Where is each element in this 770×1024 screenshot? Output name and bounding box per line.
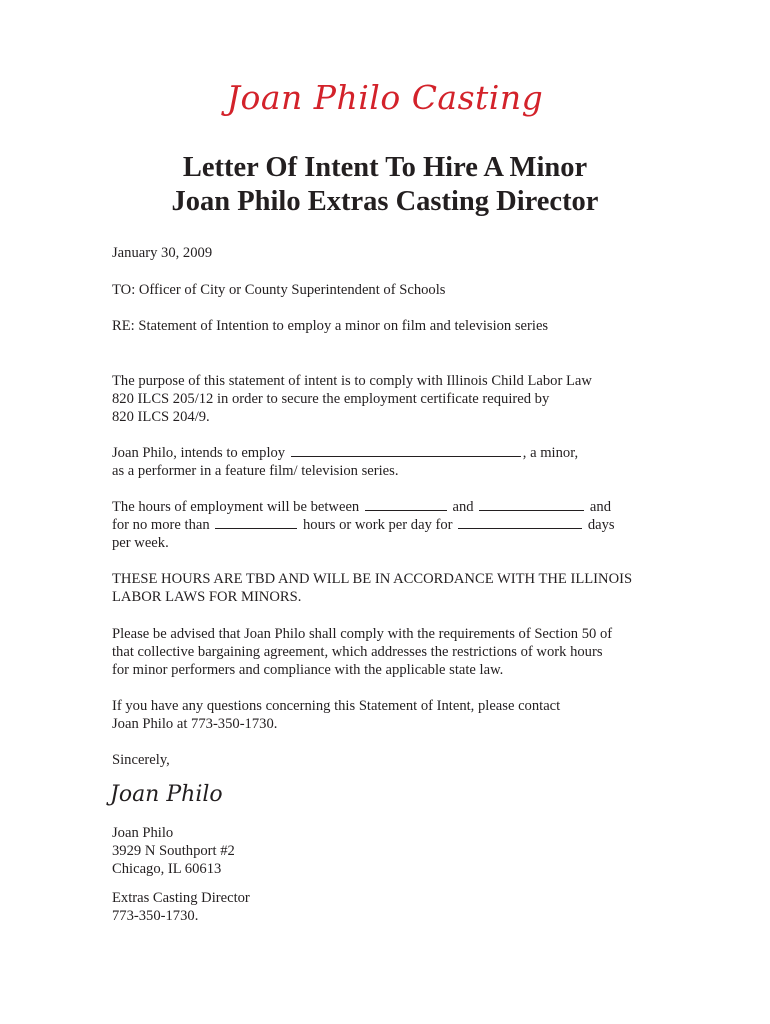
document-subtitle: Joan Philo Extras Casting Director — [171, 186, 599, 217]
start-hour-blank[interactable] — [365, 498, 447, 511]
employ-line — [112, 444, 578, 462]
purpose-line-2: 820 ILCS 205/12 in order to secure the employment certificate required by — [112, 391, 550, 407]
subject-line: RE: Statement of Intention to employ a minor on film and television series — [112, 318, 549, 334]
employ-text-pre: Joan Philo, intends to employ — [112, 445, 286, 461]
tbd-line-2: LABOR LAWS FOR MINORS. — [112, 589, 302, 605]
closing: Sincerely, — [112, 752, 170, 768]
advised-line-1: Please be advised that Joan Philo shall comply with the requirements of Section 50 of — [112, 626, 613, 642]
recipient-line: TO: Officer of City or County Superintendent of Schools — [112, 282, 446, 298]
sender-phone: 773-350-1730. — [112, 908, 199, 924]
end-hour-blank[interactable] — [479, 498, 584, 511]
advised-line-3: for minor performers and compliance with the applicable state law. — [112, 662, 504, 678]
hours-and-2: and — [589, 499, 611, 515]
sender-address-1: 3929 N Southport #2 — [112, 843, 235, 859]
sender-name: Joan Philo — [112, 825, 174, 841]
document-title: Letter Of Intent To Hire A Minor — [182, 152, 588, 183]
sender-role: Extras Casting Director — [112, 890, 250, 906]
signature: Joan Philo — [110, 782, 223, 807]
hours-line-1 — [112, 498, 611, 516]
hours-line-3: per week. — [112, 535, 169, 551]
company-logo: Joan Philo Casting — [226, 78, 544, 117]
questions-line-1: If you have any questions concerning this Statement of Intent, please contact — [112, 698, 561, 714]
advised-line-2: that collective bargaining agreement, which addresses the restrictions of work hours — [112, 644, 603, 660]
employ-line-2: as a performer in a feature film/ television series. — [112, 463, 399, 479]
minor-name-blank[interactable] — [291, 444, 521, 457]
hours-text-1: The hours of employment will be between — [112, 499, 360, 515]
hours-line-2 — [112, 516, 615, 534]
days-blank[interactable] — [458, 516, 582, 529]
hours-text-mid: hours or work per day for — [302, 517, 453, 533]
letter-date: January 30, 2009 — [112, 245, 213, 261]
hours-text-days: days — [587, 517, 615, 533]
purpose-line-1: The purpose of this statement of intent is to comply with Illinois Child Labor Law — [112, 373, 592, 389]
hours-per-day-blank[interactable] — [215, 516, 297, 529]
hours-text-2: for no more than — [112, 517, 210, 533]
tbd-line-1: THESE HOURS ARE TBD AND WILL BE IN ACCORDANCE WITH THE ILLINOIS — [112, 571, 633, 587]
employ-text-post: , a minor, — [522, 445, 579, 461]
purpose-line-3: 820 ILCS 204/9. — [112, 409, 210, 425]
questions-line-2: Joan Philo at 773-350-1730. — [112, 716, 278, 732]
sender-address-2: Chicago, IL 60613 — [112, 861, 222, 877]
hours-and-1: and — [452, 499, 474, 515]
